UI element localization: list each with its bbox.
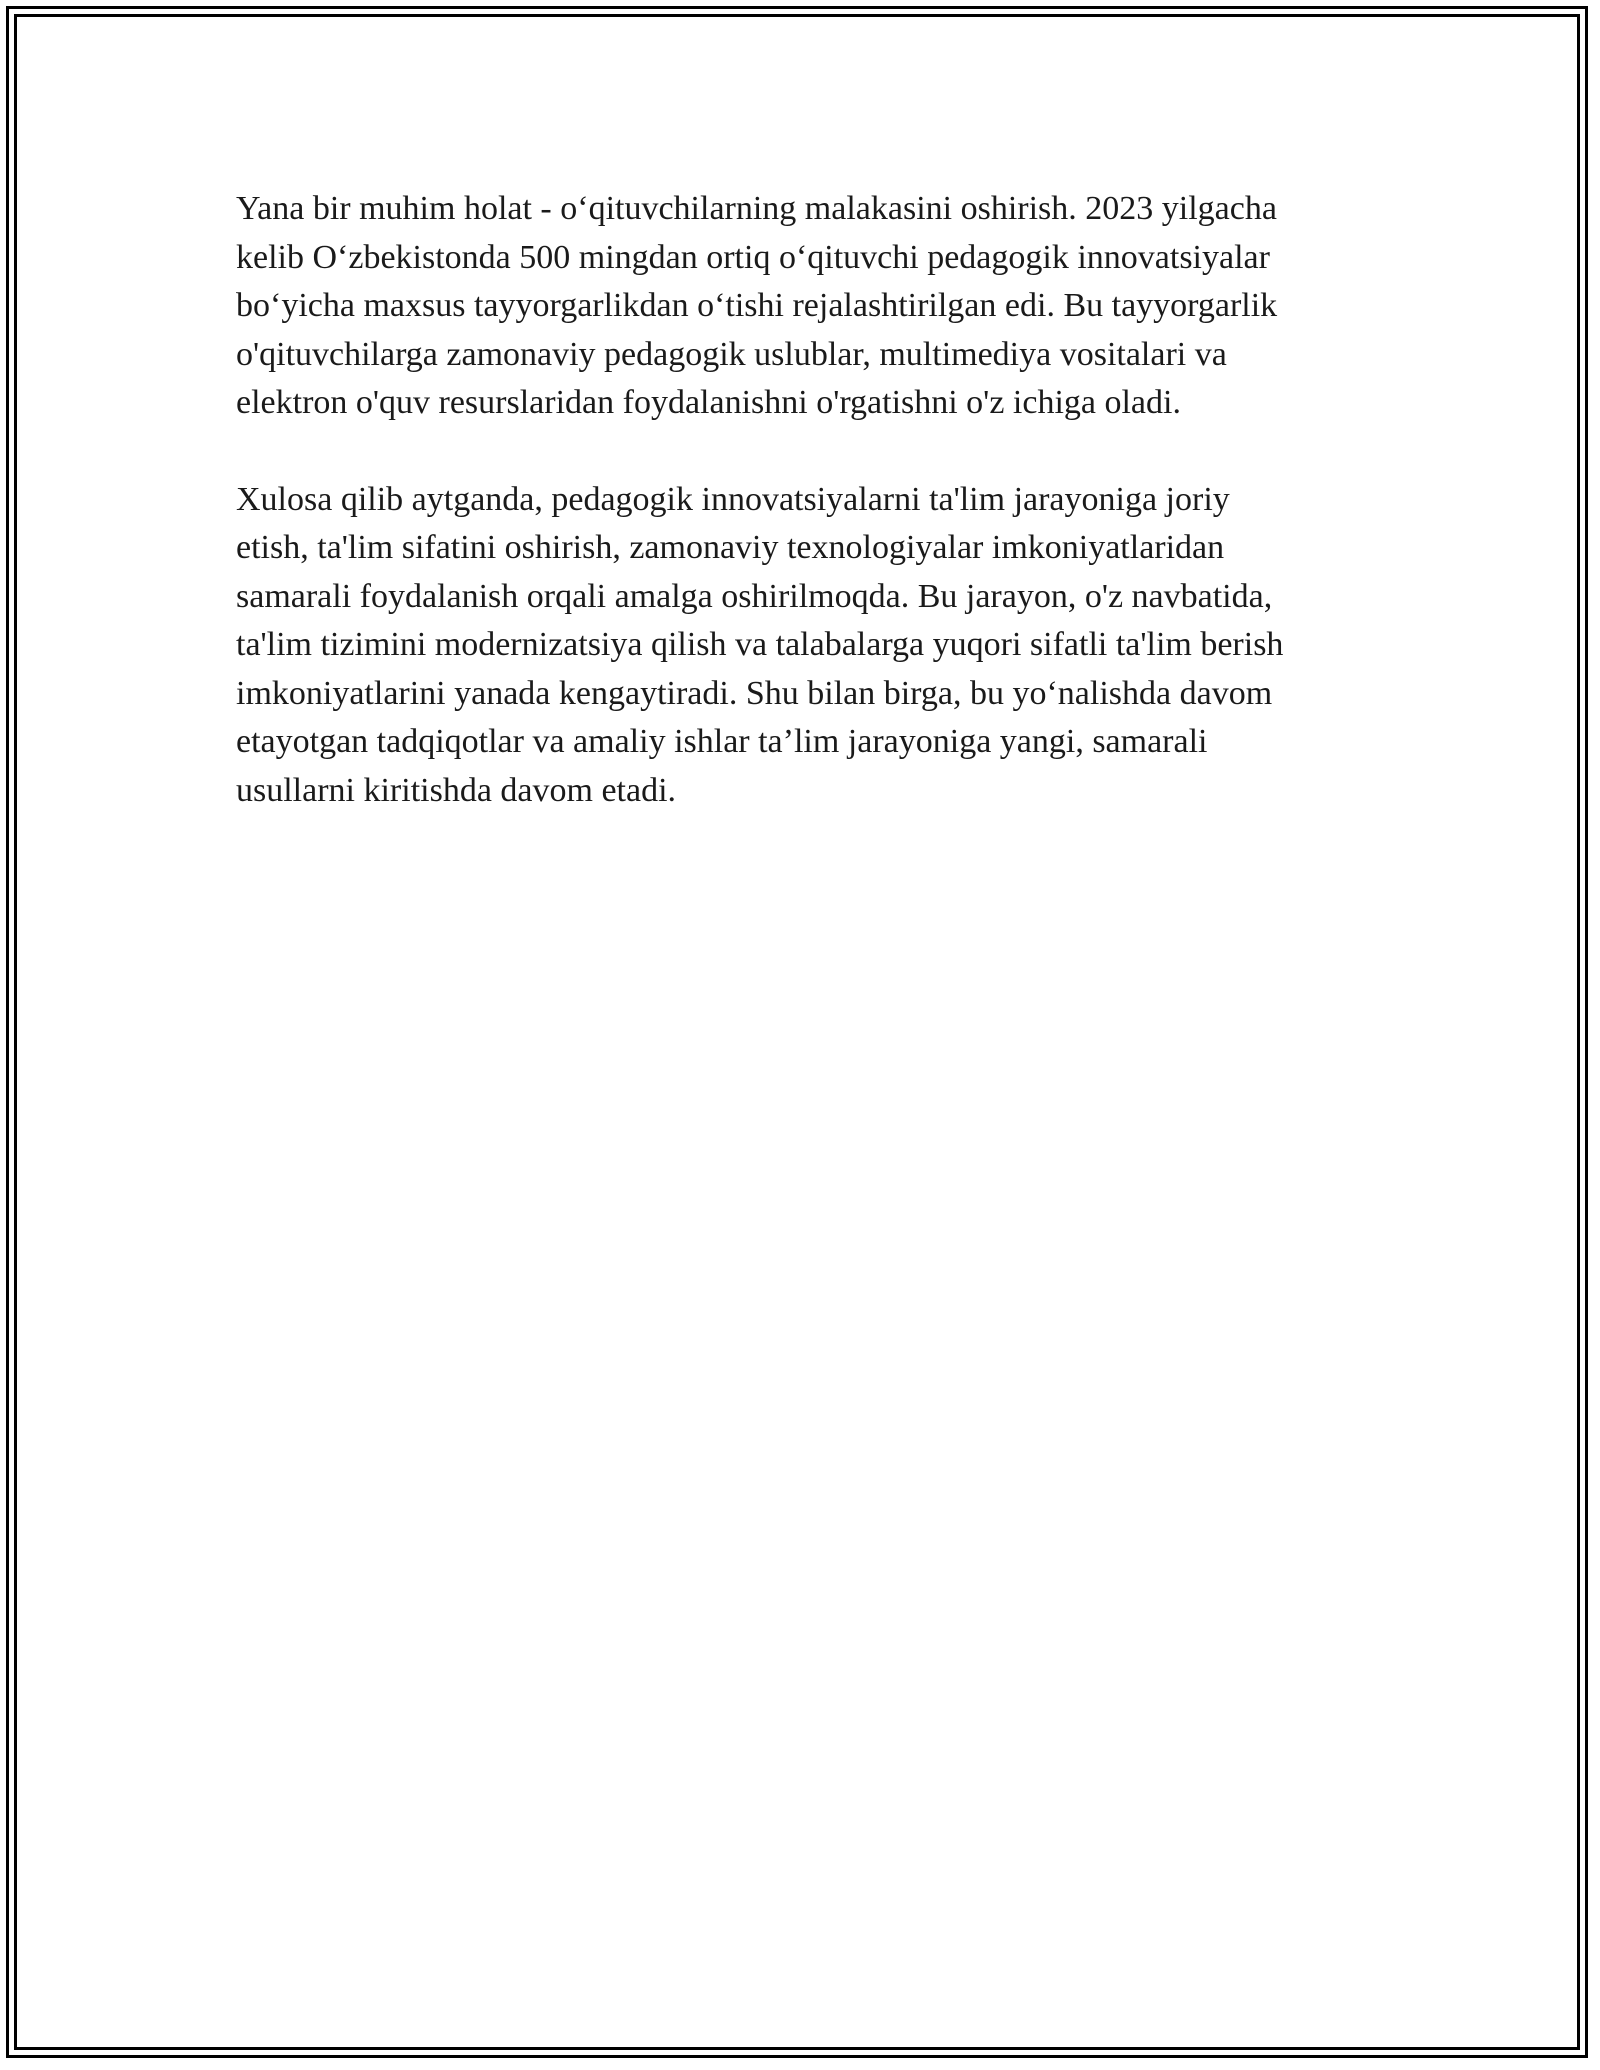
paragraph-teacher-training xyxy=(236,185,1376,428)
text-line: samarali foydalanish orqali amalga oshirilmoqda. Bu jarayon, o'z navbatida, xyxy=(236,577,1273,615)
text-line: Yana bir muhim holat - o‘qituvchilarning malakasini oshirish. 2023 yilgacha xyxy=(236,190,1277,227)
text-line: etayotgan tadqiqotlar va amaliy ishlar ta’lim jarayoniga yangi, samarali xyxy=(236,723,1208,760)
text-line: imkoniyatlarini yanada kengaytiradi. Shu bilan birga, bu yo‘nalishda davom xyxy=(236,674,1273,712)
text-line: o'qituvchilarga zamonaviy pedagogik uslublar, multimediya vositalari va xyxy=(236,335,1227,373)
paragraph-conclusion xyxy=(236,476,1376,816)
text-line: ta'lim tizimini modernizatsiya qilish va talabalarga yuqori sifatli ta'lim berish xyxy=(236,626,1284,663)
text-line: etish, ta'lim sifatini oshirish, zamonaviy texnologiyalar imkoniyatlaridan xyxy=(236,529,1225,566)
text-line: elektron o'quv resurslaridan foydalanishni o'rgatishni o'z ichiga oladi. xyxy=(236,384,1181,421)
text-line: usullarni kiritishda davom etadi. xyxy=(236,771,677,809)
text-line: Xulosa qilib aytganda, pedagogik innovatsiyalarni ta'lim jarayoniga joriy xyxy=(236,480,1230,518)
text-line: bo‘yicha maxsus tayyorgarlikdan o‘tishi rejalashtirilgan edi. Bu tayyorgarlik xyxy=(236,287,1278,324)
document-body xyxy=(236,185,1376,863)
text-line: kelib O‘zbekistonda 500 mingdan ortiq o‘qituvchi pedagogik innovatsiyalar xyxy=(236,238,1270,276)
